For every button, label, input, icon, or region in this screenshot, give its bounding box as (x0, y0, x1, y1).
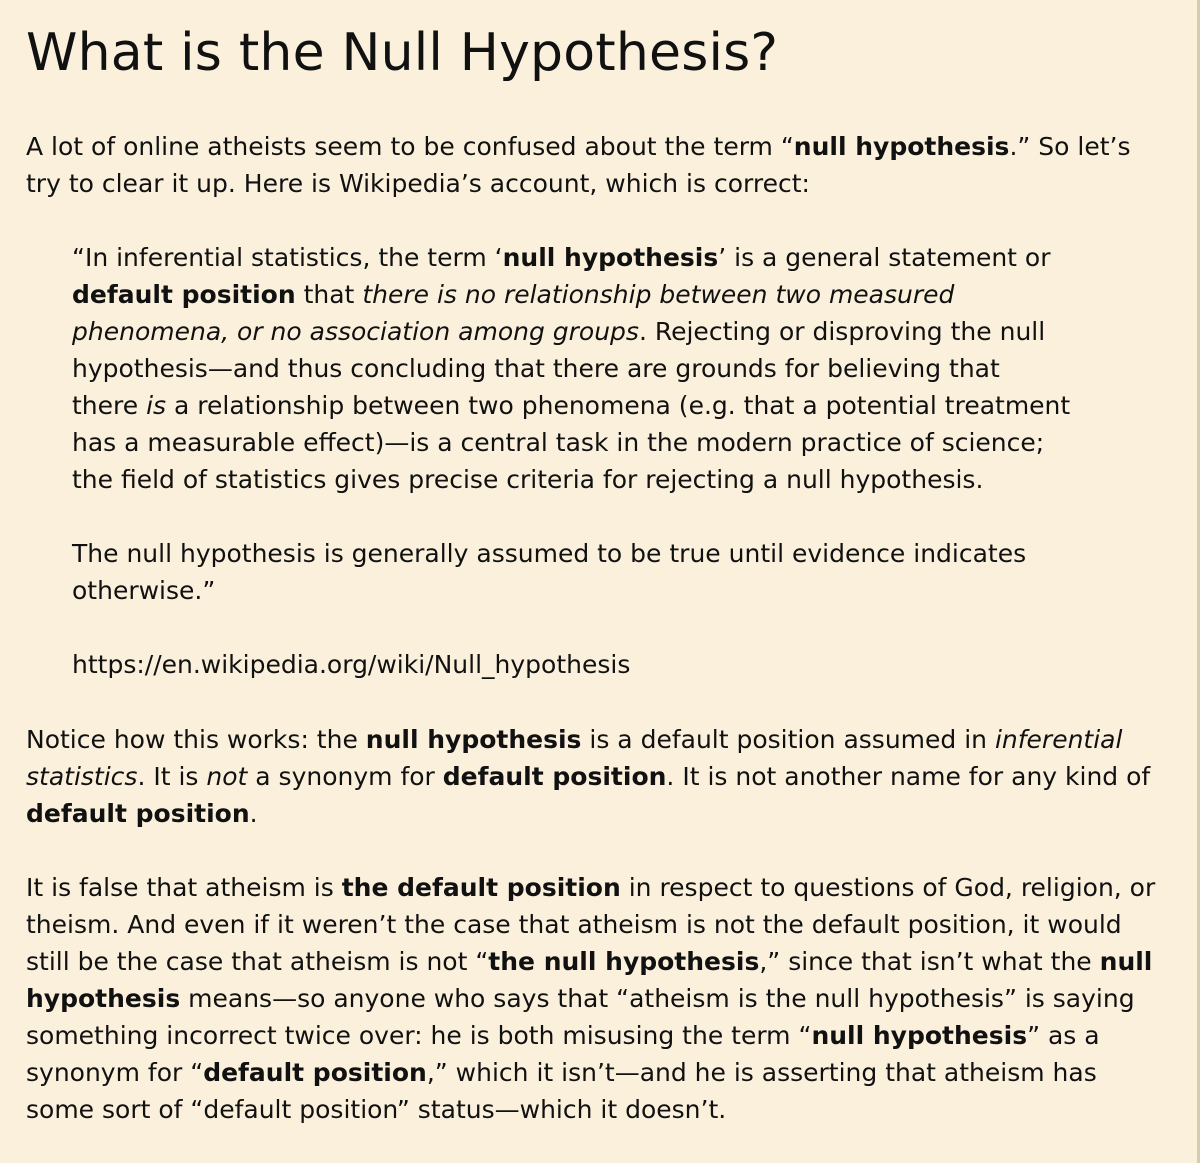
final-line-3: still be the case that atheism is not “the null hypothesis,” since that isn’t what the null (26, 947, 1153, 976)
quote1-line-1: “In inferential statistics, the term ‘null hypothesis’ is a general statement or (72, 243, 1051, 272)
wikipedia-quote-paragraph-1 (72, 239, 1070, 498)
final-line-1: It is false that atheism is the default position in respect to questions of God, religion, or (26, 873, 1156, 902)
quote1-line-4: hypothesis—and thus concluding that there are grounds for believing that (72, 354, 1000, 383)
notice-line-3: default position. (26, 799, 258, 828)
notice-paragraph (26, 721, 1150, 832)
intro-line-1: A lot of online atheists seem to be confused about the term “null hypothesis.” So let’s (26, 132, 1131, 161)
notice-line-2: statistics. It is not a synonym for default position. It is not another name for any kind of (26, 762, 1151, 791)
final-line-2: theism. And even if it weren’t the case that atheism is not the default position, it would (26, 910, 1122, 939)
page-title: What is the Null Hypothesis? (26, 23, 779, 83)
quote2-line-2: otherwise.” (72, 576, 216, 605)
quote1-line-2: default position that there is no relationship between two measured (72, 280, 955, 309)
quote1-line-7: the field of statistics gives precise criteria for rejecting a null hypothesis. (72, 465, 984, 494)
final-line-7: some sort of “default position” status—which it doesn’t. (26, 1095, 727, 1124)
conclusion-paragraph (26, 869, 1155, 1128)
final-line-4: hypothesis means—so anyone who says that “atheism is the null hypothesis” is saying (26, 984, 1135, 1013)
quote1-line-3: phenomena, or no association among groups. Rejecting or disproving the null (72, 317, 1046, 346)
source-url-paragraph (72, 646, 630, 683)
quote1-line-6: has a measurable effect)—is a central task in the modern practice of science; (72, 428, 1045, 457)
final-line-5: something incorrect twice over: he is both misusing the term “null hypothesis” as a (26, 1021, 1100, 1050)
quote2-line-1: The null hypothesis is generally assumed to be true until evidence indicates (72, 539, 1027, 568)
final-line-6: synonym for “default position,” which it isn’t—and he is asserting that atheism has (26, 1058, 1097, 1087)
intro-paragraph (26, 128, 1131, 202)
wikipedia-source-link[interactable]: https://en.wikipedia.org/wiki/Null_hypothesis (72, 650, 631, 679)
wikipedia-quote-paragraph-2 (72, 535, 1026, 609)
notice-line-1: Notice how this works: the null hypothesis is a default position assumed in inferential (26, 725, 1123, 754)
quote1-line-5: there is a relationship between two phenomena (e.g. that a potential treatment (72, 391, 1071, 420)
intro-line-2: try to clear it up. Here is Wikipedia’s account, which is correct: (26, 169, 810, 198)
